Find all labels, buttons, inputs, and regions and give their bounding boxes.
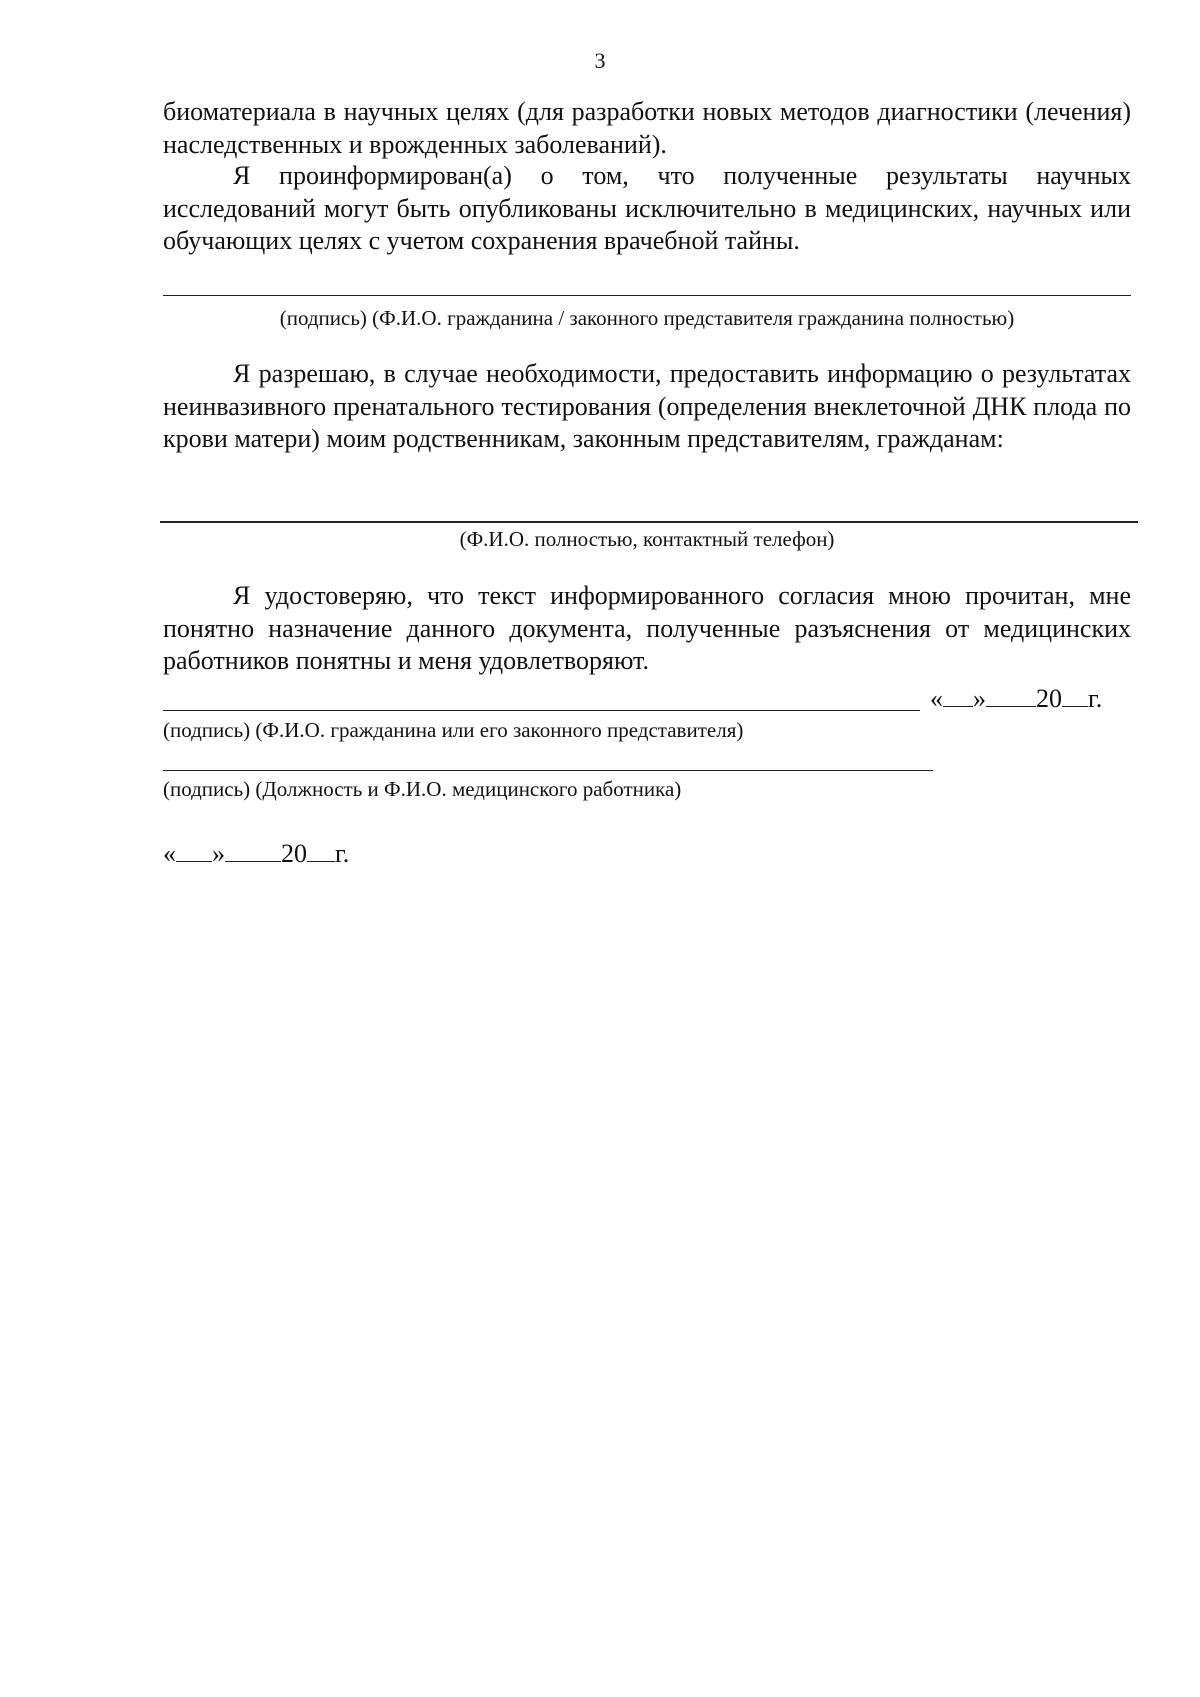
citizen-signature-caption: (подпись) (Ф.И.О. гражданина или его законного представителя): [163, 718, 744, 742]
relatives-caption: (Ф.И.О. полностью, контактный телефон): [459, 527, 835, 551]
footer-date-month-blank[interactable]: [225, 839, 281, 862]
continued-paragraph: биоматериала в научных целях (для разработки новых методов диагностики (лечения) наследственных и врожденных заболеваний).: [163, 97, 1131, 159]
worker-signature-caption: (подпись) (Должность и Ф.И.О. медицинского работника): [163, 777, 682, 801]
relatives-line[interactable]: [160, 521, 1138, 523]
footer-date[interactable]: [163, 839, 349, 869]
date-open-quote: «: [930, 684, 943, 713]
footer-date-year-prefix: 20: [281, 839, 307, 868]
certification-paragraph: Я удостоверяю, что текст информированного согласия мною прочитан, мне понятно назначение данного документа, полученные разъяснения от медицинских работников понятны и меня удовлетворяют.: [163, 581, 1131, 675]
signature-caption-1: (подпись) (Ф.И.О. гражданина / законного представителя гражданина полностью): [279, 306, 1015, 330]
date-day-blank[interactable]: [943, 684, 973, 707]
footer-date-day-blank[interactable]: [176, 839, 212, 862]
citizen-signature-line[interactable]: [163, 710, 920, 711]
footer-date-close-quote: »: [212, 839, 225, 868]
footer-date-year-blank[interactable]: [307, 839, 335, 862]
informed-paragraph: Я проинформирован(а) о том, что полученные результаты научных исследований могут быть опубликованы исключительно в медицинских, научных или обучающих целях с учетом сохранения врачебной тайны.: [163, 161, 1131, 255]
date-year-suffix: г.: [1088, 684, 1103, 713]
date-month-blank[interactable]: [986, 684, 1036, 707]
permission-paragraph: Я разрешаю, в случае необходимости, предоставить информацию о результатах неинвазивного пренатального тестирования (определения внеклеточной ДНК плода по крови матери) моим родственникам, законным представителям, гражданам:: [163, 359, 1131, 453]
date-close-quote: »: [973, 684, 986, 713]
date-year-blank[interactable]: [1062, 684, 1088, 707]
signature-line-1[interactable]: [163, 295, 1131, 296]
footer-date-open-quote: «: [163, 839, 176, 868]
footer-date-year-suffix: г.: [335, 839, 350, 868]
page-number: 3: [594, 48, 606, 73]
worker-signature-line[interactable]: [163, 770, 933, 771]
citizen-date[interactable]: [930, 684, 1102, 714]
date-year-prefix: 20: [1036, 684, 1062, 713]
